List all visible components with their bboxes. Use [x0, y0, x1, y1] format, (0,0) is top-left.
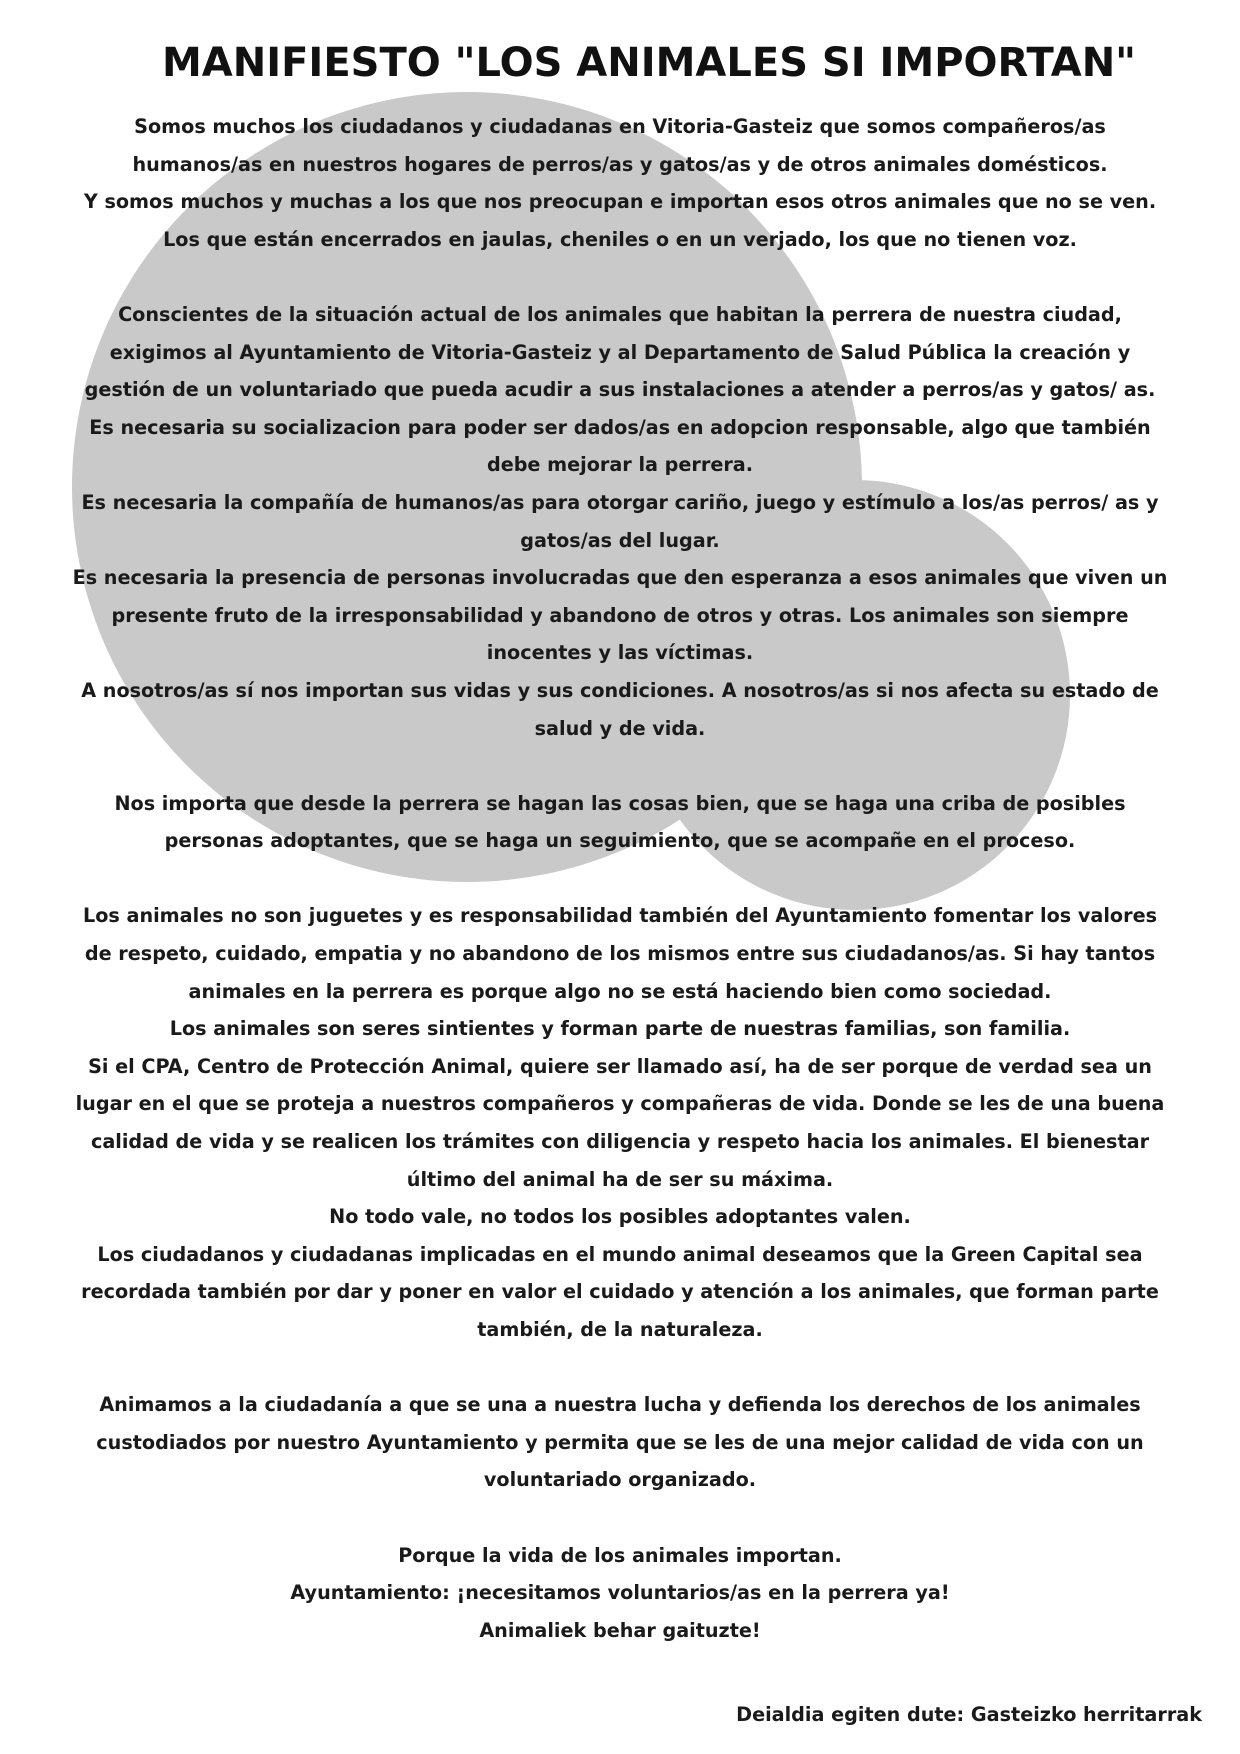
manifesto-line: Nos importa que desde la perrera se hagan las cosas bien, que se haga una criba de posibles personas adoptantes, que se haga un seguimiento, que se acompañe en el proceso.: [114, 791, 1126, 853]
page-title: MANIFIESTO "LOS ANIMALES SI IMPORTAN": [161, 40, 1137, 86]
signature: Deialdia egiten dute: Gasteizko herritarrak: [736, 1703, 1202, 1726]
closing-line: Animaliek behar gaituzte!: [479, 1618, 761, 1642]
manifesto-line: Y somos muchos y muchas a los que nos preocupan e importan esos otros animales que no se ven. Los que están encerrados en jaulas, cheniles o en un verjado, los que no tienen voz.: [83, 190, 1157, 251]
manifesto-line: Los ciudadanos y ciudadanas implicadas en el mundo animal deseamos que la Green Capital sea recordada también por dar y poner en valor el cuidado y atención a los animales, que forman parte también, de la naturaleza.: [81, 1242, 1159, 1341]
manifesto-line: Animamos a la ciudadanía a que se una a nuestra lucha y defienda los derechos de los animales custodiados por nuestro Ayuntamiento y permita que se les de una mejor calidad de vida con un voluntariado organizado.: [96, 1393, 1144, 1492]
manifesto-line: Es necesaria la presencia de personas involucradas que den esperanza a esos animales que viven un presente fruto de la irresponsabilidad y abandono de otros y otras. Los animales son siempre inocentes y las víctimas.: [72, 566, 1168, 665]
manifesto-line: Somos muchos los ciudadanos y ciudadanas en Vitoria-Gasteiz que somos compañeros/as humanos/as en nuestros hogares de perros/as y gatos/as y de otros animales domésticos.: [132, 115, 1108, 176]
manifesto-line: Es necesaria la compañía de humanos/as para otorgar cariño, juego y estímulo a los/as perros/ as y gatos/as del lugar.: [81, 490, 1159, 552]
manifesto-line: Los animales no son juguetes y es responsabilidad también del Ayuntamiento fomentar los valores de respeto, cuidado, empatia y no abandono de los mismos entre sus ciudadanos/as. Si hay tantos animales en la perrera es porque algo no se está haciendo bien como sociedad.: [82, 904, 1158, 1003]
manifesto-line: No todo vale, no todos los posibles adoptantes valen.: [329, 1205, 911, 1229]
manifesto-line: A nosotros/as sí nos importan sus vidas y sus condiciones. A nosotros/as si nos afecta su estado de salud y de vida.: [81, 678, 1159, 740]
manifesto-body: [70, 108, 1170, 1649]
manifesto-line: Los animales son seres sintientes y forman parte de nuestras familias, son familia.: [169, 1017, 1071, 1041]
closing-line: Ayuntamiento: ¡necesitamos voluntarios/as en la perrera ya!: [290, 1581, 950, 1605]
closing-line: Porque la vida de los animales importan.: [398, 1543, 842, 1567]
manifesto-line: Conscientes de la situación actual de los animales que habitan la perrera de nuestra ciudad, exigimos al Ayuntamiento de Vitoria-Gasteiz y al Departamento de Salud Pública la creación y gestión de un voluntariado que pueda acudir a sus instalaciones a atender a perros/as y gatos/ as. Es necesaria su socializacion para poder ser dados/as en adopcion responsable, algo que también debe mejorar la perrera.: [84, 302, 1156, 477]
manifesto-line: Si el CPA, Centro de Protección Animal, quiere ser llamado así, ha de ser porque de verdad sea un lugar en el que se proteja a nuestros compañeros y compañeras de vida. Donde se les de una buena calidad de vida y se realicen los trámites con diligencia y respeto hacia los animales. El bienestar último del animal ha de ser su máxima.: [75, 1054, 1165, 1191]
